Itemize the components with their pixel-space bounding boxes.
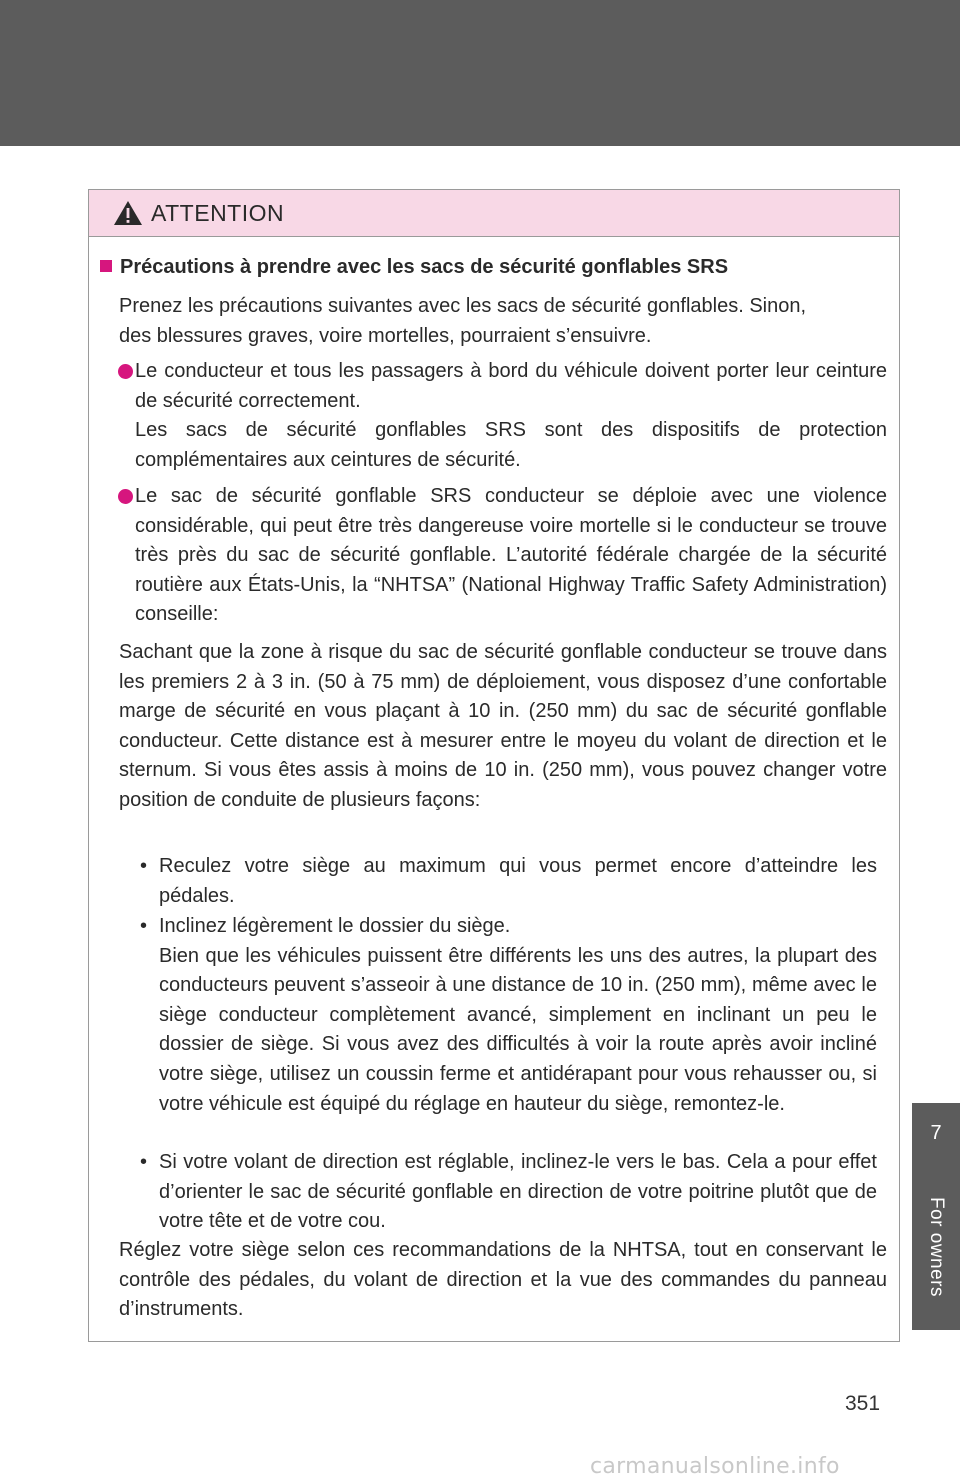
chapter-label [912,1172,960,1322]
watermark: carmanualsonline.info [590,1454,840,1479]
attention-title: ATTENTION [151,199,285,226]
sub-bullet-2 [159,912,877,1119]
bullet-1-line2: Les sacs de sécurité gonflables SRS sont des dispositifs de protection complémentaires aux ceintures de sécurité. [135,419,887,471]
sub-bullet-dot: • [140,1151,148,1173]
attention-box [88,189,900,1342]
page-number: 351 [845,1392,881,1415]
sub-bullet-dot: • [140,855,148,877]
sub-bullet-2-extra: Bien que les véhicules puissent être différents les uns des autres, la plupart des conducteurs peuvent s’asseoir à une distance de 10 in. (250 mm), même avec le siège conducteur complètement avancé, simplement en inclinant un peu le dossier de siège. Si vous avez des difficultés à voir la route après avoir incliné votre siège, utilisez un coussin ferme et antidérapant pour vous rehausser ou, si votre véhicule est équipé du réglage en hauteur du siège, remontez-le. [159,944,877,1115]
nhtsa-advice: Sachant que la zone à risque du sac de sécurité gonflable conducteur se trouve dans les premiers 2 à 3 in. (50 à 75 mm) de déploiement, vous disposez d’une confortable marge de sécurité en vous plaçant à 10 in. (250 mm) du sac de sécurité gonflable conducteur. Cette distance est à mesurer entre le moyeu du volant de direction et le sternum. Si vous êtes assis à moins de 10 in. (250 mm), vous pouvez changer votre position de conduite de plusieurs façons: [119,641,887,811]
bullet-dot-icon [118,489,133,504]
attention-header [89,190,899,237]
section-heading-text: Précautions à prendre avec les sacs de sécurité gonflables SRS [120,256,729,278]
bullet-1 [135,357,887,475]
sub-bullet-1: Reculez votre siège au maximum qui vous permet encore d’atteindre les pédales. [159,855,877,907]
bullet-1-line1: Le conducteur et tous les passagers à bord du véhicule doivent porter leur ceinture de sécurité correctement. [135,360,887,412]
top-header-band [0,0,960,146]
bullet-dot-icon [118,364,133,379]
sub-bullet-2-text: Inclinez légèrement le dossier du siège. [159,915,511,937]
section-heading [100,253,728,283]
intro-paragraph: Prenez les précautions suivantes avec les sacs de sécurité gonflables. Sinon, des blessures graves, voire mortelles, pourraient s’ensuivre. [119,295,807,347]
chapter-label-text: For owners [926,1196,947,1298]
chapter-number: 7 [930,1122,942,1144]
bullet-2: Le sac de sécurité gonflable SRS conducteur se déploie avec une violence considérable, qui peut être très dangereuse voire mortelle si le conducteur se trouve très près du sac de sécurité gonflable. L’autorité fédérale chargée de la sécurité routière aux États-Unis, la “NHTSA” (National Highway Traffic Safety Administration) conseille: [135,485,887,626]
sub-bullet-dot: • [140,915,148,937]
sub-bullet-3: Si votre volant de direction est réglable, inclinez-le vers le bas. Cela a pour effet d’orienter le sac de sécurité gonflable en direction de votre poitrine plutôt que de votre tête et de votre cou. [159,1151,877,1233]
warning-triangle-icon [113,200,143,226]
closing-paragraph: Réglez votre siège selon ces recommandations de la NHTSA, tout en conservant le contrôle des pédales, du volant de direction et la vue des commandes du panneau d’instruments. [119,1239,887,1321]
heading-square-icon [100,260,112,272]
